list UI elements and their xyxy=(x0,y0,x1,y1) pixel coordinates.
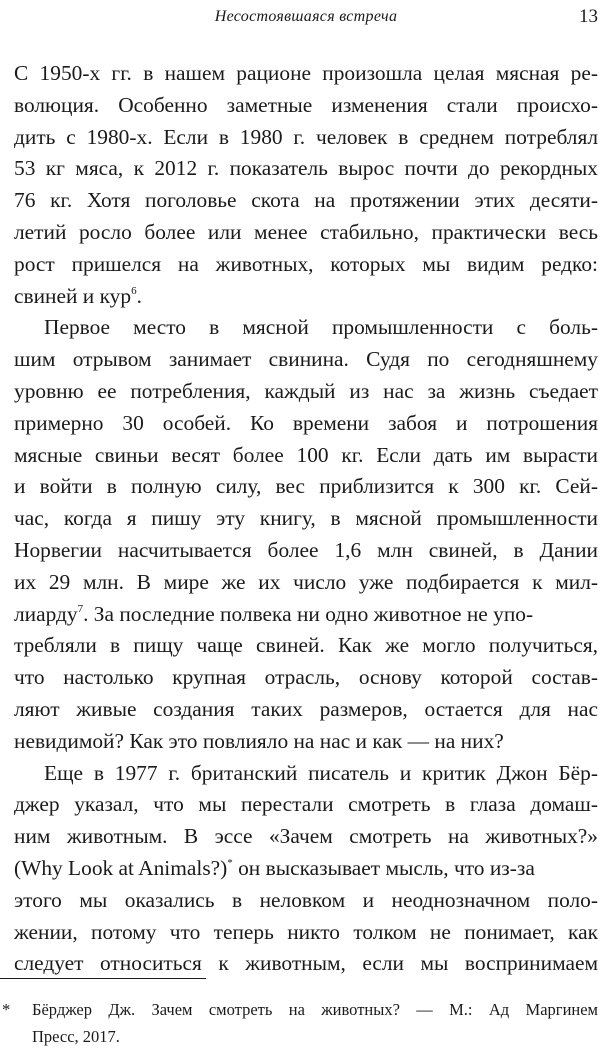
body-text xyxy=(14,58,598,980)
text-line: следует относиться к животным, если мы воспринимаем xyxy=(14,951,598,976)
page-number: 13 xyxy=(579,6,598,27)
note-reference: 7 xyxy=(77,602,84,615)
text-line: 76 кг. Хотя поголовье скота на протяжении этих десяти- xyxy=(14,188,598,213)
running-title: Несостоявшаяся встреча xyxy=(214,8,398,25)
text-line: час, когда я пишу эту книгу, в мясной промышленности xyxy=(14,506,598,531)
text-line: их 29 млн. В мире же их число уже подбирается к мил- xyxy=(14,569,598,594)
text-line: ляют живые создания таких размеров, остается для нас xyxy=(14,696,598,721)
footnote-line: Пресс, 2017. xyxy=(32,1027,120,1046)
text-line: дить с 1980-х. Если в 1980 г. человек в среднем потреблял xyxy=(14,124,598,149)
footnote-line: Бёрджер Дж. Зачем смотреть на животных? — М.: Ад Маргинем xyxy=(32,1000,598,1019)
text-line: летий росло более или менее стабильно, практически весь xyxy=(14,219,598,244)
text-line: рост пришелся на животных, которых мы видим редко: xyxy=(14,251,598,276)
text-line: примерно 30 особей. Ко времени забоя и потрошения xyxy=(14,410,598,435)
text-line: волюция. Особенно заметные изменения стали происхо- xyxy=(14,92,598,117)
text-line: джер указал, что мы перестали смотреть в глаза домаш- xyxy=(14,792,598,817)
text-line: жении, потому что теперь никто толком не понимает, как xyxy=(14,919,598,944)
text-line: С 1950-х гг. в нашем рационе произошла целая мясная ре- xyxy=(14,61,598,85)
paragraph-2 xyxy=(14,312,598,757)
footnote-divider xyxy=(0,978,206,979)
text-line: уровню ее потребления, каждый из нас за жизнь съедает xyxy=(14,378,598,403)
text-line: лиарду$^7$. За последние полвека ни одно животное не упо- xyxy=(14,601,534,626)
paragraph-3 xyxy=(14,758,598,981)
text-line: требляли в пищу чаще свиней. Как же могло получиться, xyxy=(14,633,598,658)
text-line: и войти в полную силу, вес приблизится к 300 кг. Сей- xyxy=(14,474,598,499)
text-line: этого мы оказались в неловком и неоднозначном поло- xyxy=(14,887,598,912)
paragraph-1 xyxy=(14,58,598,312)
note-reference: 6 xyxy=(131,284,137,297)
running-head xyxy=(0,6,612,30)
text-line: невидимой? Как это повлияло на нас и как — на них? xyxy=(14,728,504,753)
text-line: мясные свиньи весят более 100 кг. Если дать им вырасти xyxy=(14,442,598,467)
text-line: (Why Look at Animals?)* он высказывает мысль, что из-за xyxy=(14,855,535,880)
text-line: что настолько крупная отрасль, основу которой состав- xyxy=(14,665,598,690)
text-line: Норвегии насчитывается более 1,6 млн свиней, в Дании xyxy=(14,537,598,562)
text-line: Первое место в мясной промышленности с боль- xyxy=(44,315,598,340)
footnote-mark: * xyxy=(2,1000,11,1019)
text-line: Еще в 1977 г. британский писатель и критик Джон Бёр- xyxy=(44,760,598,785)
text-line: шим отрывом занимает свинина. Судя по сегодняшнему xyxy=(14,347,598,372)
text-line: свиней и кур$^6$. xyxy=(14,283,142,308)
text-line: ним животным. В эссе «Зачем смотреть на животных?» xyxy=(14,824,598,849)
footnote-text xyxy=(32,996,598,1050)
text-line: 53 кг мяса, к 2012 г. показатель вырос почти до рекордных xyxy=(14,156,598,181)
note-reference: * xyxy=(227,856,233,869)
